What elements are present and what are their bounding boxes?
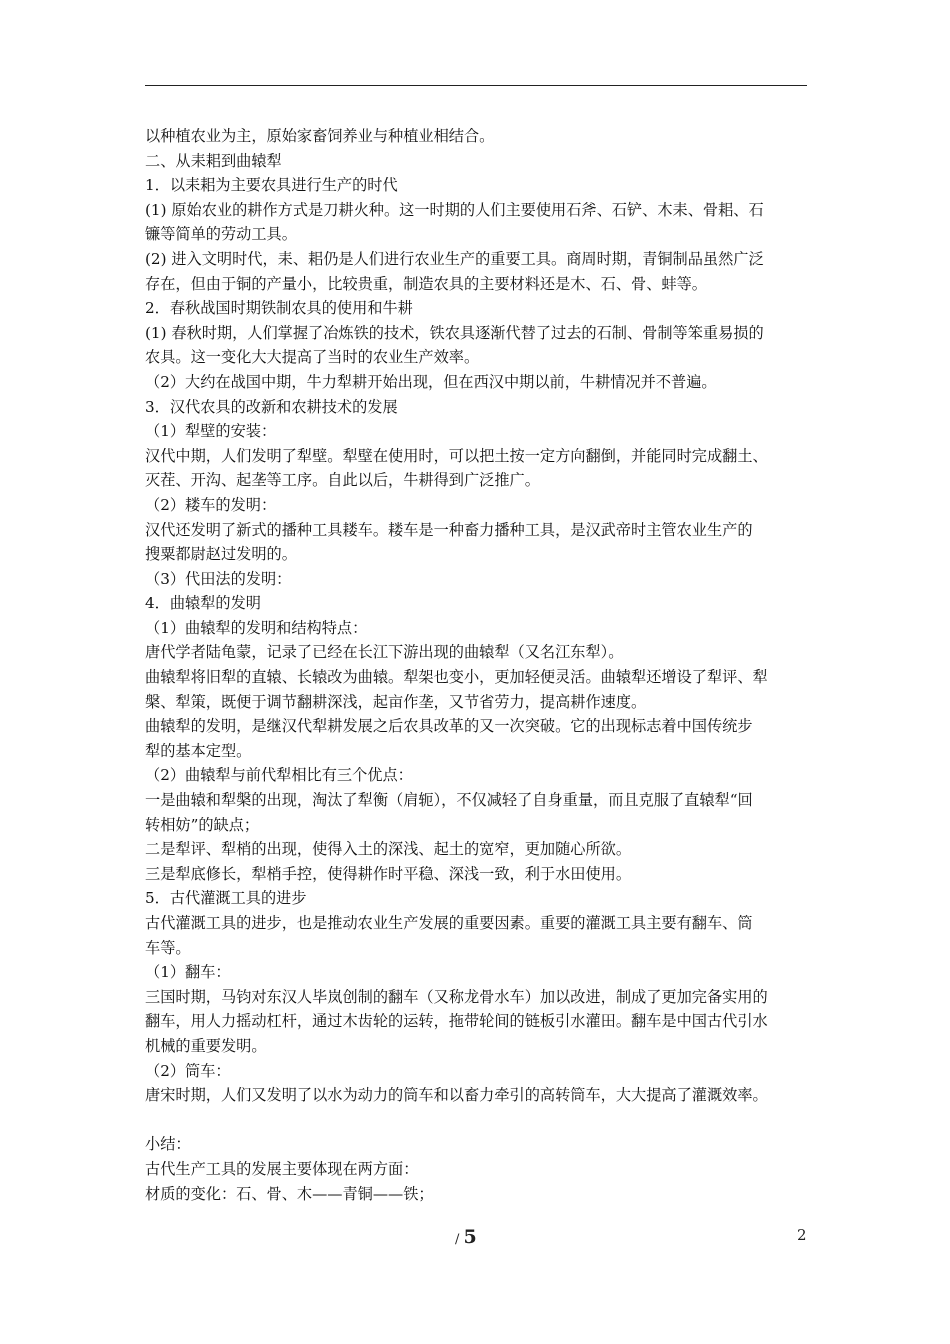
text-line: 搜粟都尉赵过发明的。 (145, 545, 297, 564)
text-line: 汉代还发明了新式的播种工具耧车。耧车是一种畜力播种工具，是汉武帝时主管农业生产的 (145, 520, 753, 539)
text-line: 槃、犁策，既便于调节翻耕深浅，起亩作垄，又节省劳力，提高耕作速度。 (145, 692, 647, 711)
text-line: 材质的变化：石、骨、木——青铜——铁； (145, 1184, 434, 1203)
text-line: （1）翻车： (145, 963, 231, 982)
text-line: 唐代学者陆龟蒙，记录了已经在长江下游出现的曲辕犁（又名江东犁）。 (145, 643, 624, 662)
header-rule (145, 85, 807, 86)
page-total-indicator (455, 1226, 477, 1248)
page-number: 2 (797, 1226, 807, 1244)
text-line: 唐宋时期，人们又发明了以水为动力的筒车和以畜力牵引的高转筒车，大大提高了灌溉效率。 (145, 1086, 768, 1105)
text-line: 2．春秋战国时期铁制农具的使用和牛耕 (145, 299, 413, 318)
text-line: 古代生产工具的发展主要体现在两方面： (145, 1159, 419, 1178)
text-line: 古代灌溉工具的进步，也是推动农业生产发展的重要因素。重要的灌溉工具主要有翻车、筒 (145, 914, 753, 932)
text-line: 一是曲辕和犁槃的出现，淘汰了犁衡（肩轭），不仅减轻了自身重量，而且克服了直辕犁“回 (145, 791, 753, 810)
text-line: 农具。这一变化大大提高了当时的农业生产效率。 (145, 348, 480, 367)
text-line: （1）曲辕犁的发明和结构特点： (145, 618, 368, 637)
text-line: 3．汉代农具的改新和农耕技术的发展 (145, 397, 398, 416)
text-line: 转相妨”的缺点； (145, 815, 260, 834)
text-line: 5．古代灌溉工具的进步 (145, 889, 307, 908)
text-line: 三国时期，马钧对东汉人毕岚创制的翻车（又称龙骨水车）加以改进，制成了更加完备实用的 (145, 987, 768, 1006)
text-line: 三是犁底修长，犁梢手控，使得耕作时平稳、深浅一致，利于水田使用。 (145, 864, 631, 883)
blank-line (145, 1108, 810, 1133)
text-line: （2）耧车的发明： (145, 495, 277, 514)
text-line: 汉代中期，人们发明了犁壁。犁壁在使用时，可以把土按一定方向翻倒，并能同时完成翻土、 (145, 446, 768, 465)
total-pages: 5 (463, 1226, 477, 1248)
text-line: 曲辕犁将旧犁的直辕、长辕改为曲辕。犁架也变小，更加轻便灵活。曲辕犁还增设了犁评、犁 (145, 668, 768, 687)
text-line: (1) 春秋时期，人们掌握了冶炼铁的技术，铁农具逐渐代替了过去的石制、骨制等笨重易损的 (145, 323, 764, 342)
text-line: (2) 进入文明时代，耒、耜仍是人们进行农业生产的重要工具。商周时期，青铜制品虽然广泛 (145, 249, 764, 268)
text-line: 存在，但由于铜的产量小，比较贵重，制造农具的主要材料还是木、石、骨、蚌等。 (145, 274, 707, 293)
text-line: （2）曲辕犁与前代犁相比有三个优点： (145, 766, 413, 785)
text-line: （1）犁壁的安装： (145, 422, 277, 441)
text-line: 以种植农业为主，原始家畜饲养业与种植业相结合。 (145, 127, 495, 145)
text-line: 1．以耒耜为主要农具进行生产的时代 (145, 176, 398, 195)
page-separator: / (455, 1232, 460, 1247)
text-line: 灭茬、开沟、起垄等工序。自此以后，牛耕得到广泛推广。 (145, 471, 540, 490)
text-line: （2）大约在战国中期，牛力犁耕开始出现，但在西汉中期以前，牛耕情况并不普遍。 (145, 372, 717, 391)
text-line: 二、从耒耜到曲辕犁 (145, 151, 282, 170)
text-line: 二是犁评、犁梢的出现，使得入土的深浅、起土的宽窄，更加随心所欲。 (145, 840, 631, 859)
text-line: （3）代田法的发明： (145, 569, 292, 588)
text-line: 小结： (145, 1135, 191, 1154)
document-body (145, 124, 810, 1206)
text-line: 4．曲辕犁的发明 (145, 594, 261, 613)
text-line: 翻车，用人力摇动杠杆，通过木齿轮的运转，拖带轮间的链板引水灌田。翻车是中国古代引水 (145, 1012, 768, 1031)
text-line: 机械的重要发明。 (145, 1036, 267, 1055)
text-line: 镰等简单的劳动工具。 (145, 225, 297, 244)
text-line: 犁的基本定型。 (145, 741, 252, 760)
text-line: 车等。 (145, 938, 191, 957)
text-line: 曲辕犁的发明，是继汉代犁耕发展之后农具改革的又一次突破。它的出现标志着中国传统步 (145, 717, 753, 736)
text-line: （2）筒车： (145, 1061, 231, 1080)
text-line: (1) 原始农业的耕作方式是刀耕火种。这一时期的人们主要使用石斧、石铲、木耒、骨耜、石 (145, 200, 764, 219)
